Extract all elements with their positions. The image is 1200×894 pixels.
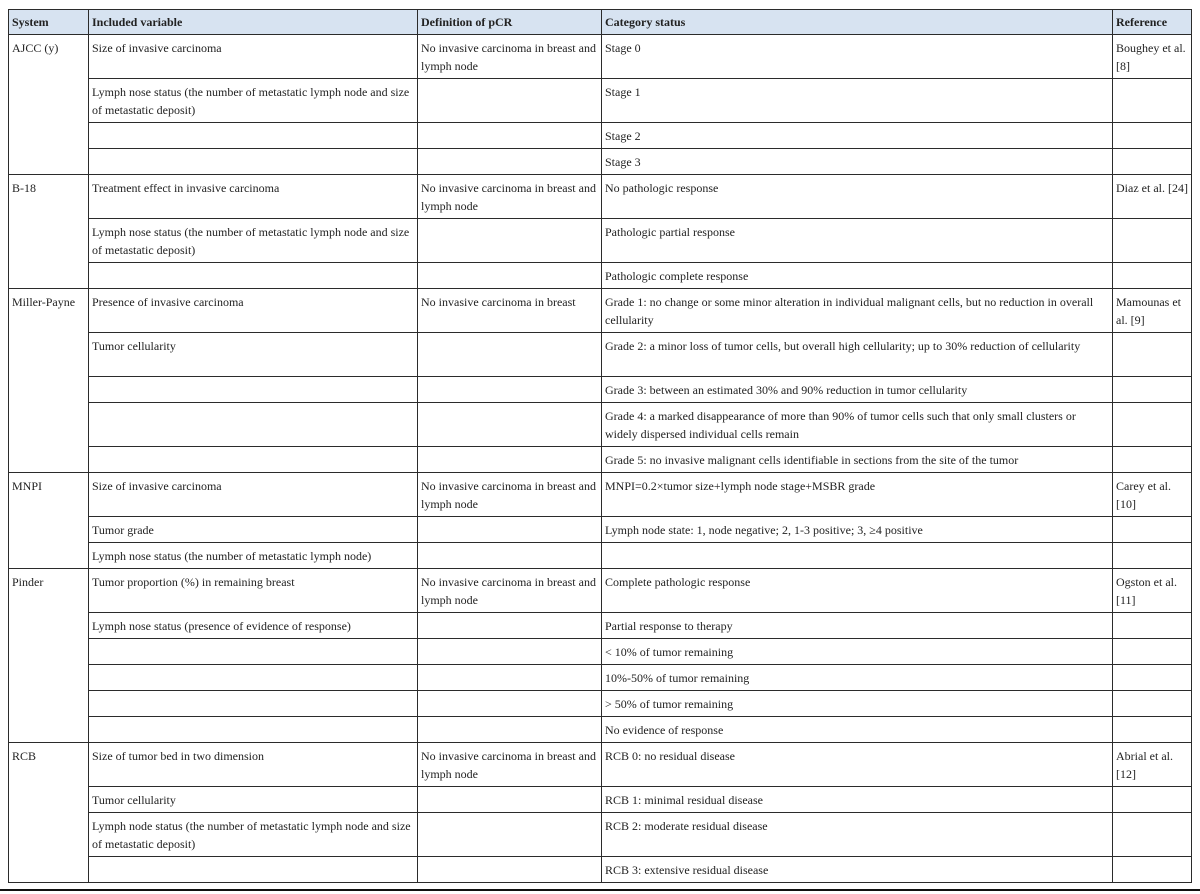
reference-cell: [1113, 787, 1192, 813]
included-variable-cell: [89, 447, 418, 473]
reference-cell: Abrial et al. [12]: [1113, 743, 1192, 787]
reference-cell: [1113, 613, 1192, 639]
category-status-cell: No evidence of response: [602, 717, 1113, 743]
included-variable-cell: Lymph nose status (the number of metastatic lymph node and size of metastatic deposit): [89, 219, 418, 263]
table-row: [9, 333, 1192, 377]
category-status-cell: < 10% of tumor remaining: [602, 639, 1113, 665]
system-cell: AJCC (y): [9, 35, 89, 175]
system-cell: B-18: [9, 175, 89, 289]
table-row: [9, 263, 1192, 289]
table-row: [9, 123, 1192, 149]
table-row: [9, 149, 1192, 175]
reference-cell: [1113, 665, 1192, 691]
pcr-systems-table: [8, 9, 1192, 883]
included-variable-cell: Tumor proportion (%) in remaining breast: [89, 569, 418, 613]
definition-cell: [418, 403, 602, 447]
included-variable-cell: Treatment effect in invasive carcinoma: [89, 175, 418, 219]
included-variable-cell: [89, 403, 418, 447]
included-variable-cell: [89, 639, 418, 665]
system-cell: MNPI: [9, 473, 89, 569]
header-reference: Reference: [1113, 10, 1192, 35]
included-variable-cell: Lymph nose status (the number of metastatic lymph node): [89, 543, 418, 569]
category-status-cell: 10%-50% of tumor remaining: [602, 665, 1113, 691]
definition-cell: [418, 813, 602, 857]
table-row: [9, 717, 1192, 743]
reference-cell: Mamounas et al. [9]: [1113, 289, 1192, 333]
category-status-cell: Grade 1: no change or some minor alteration in individual malignant cells, but no reduction in overall cellularity: [602, 289, 1113, 333]
header-system: System: [9, 10, 89, 35]
definition-cell: [418, 787, 602, 813]
reference-cell: [1113, 857, 1192, 883]
included-variable-cell: Size of tumor bed in two dimension: [89, 743, 418, 787]
table-row: [9, 543, 1192, 569]
category-status-cell: RCB 1: minimal residual disease: [602, 787, 1113, 813]
definition-cell: [418, 263, 602, 289]
definition-cell: No invasive carcinoma in breast: [418, 289, 602, 333]
table-body: [9, 35, 1192, 883]
table-row: [9, 35, 1192, 79]
header-definition-of-pcr: Definition of pCR: [418, 10, 602, 35]
definition-cell: [418, 543, 602, 569]
definition-cell: No invasive carcinoma in breast and lymph node: [418, 175, 602, 219]
reference-cell: [1113, 149, 1192, 175]
reference-cell: [1113, 543, 1192, 569]
included-variable-cell: Size of invasive carcinoma: [89, 35, 418, 79]
definition-cell: [418, 665, 602, 691]
definition-cell: No invasive carcinoma in breast and lymph node: [418, 569, 602, 613]
included-variable-cell: [89, 123, 418, 149]
definition-cell: [418, 447, 602, 473]
included-variable-cell: [89, 857, 418, 883]
reference-cell: [1113, 403, 1192, 447]
table-row: [9, 665, 1192, 691]
category-status-cell: Complete pathologic response: [602, 569, 1113, 613]
category-status-cell: Grade 5: no invasive malignant cells identifiable in sections from the site of the tumor: [602, 447, 1113, 473]
table-row: [9, 377, 1192, 403]
table-row: [9, 289, 1192, 333]
category-status-cell: RCB 3: extensive residual disease: [602, 857, 1113, 883]
included-variable-cell: Tumor cellularity: [89, 333, 418, 377]
table-row: [9, 517, 1192, 543]
table-row: [9, 787, 1192, 813]
included-variable-cell: [89, 377, 418, 403]
category-status-cell: Pathologic complete response: [602, 263, 1113, 289]
category-status-cell: MNPI=0.2×tumor size+lymph node stage+MSBR grade: [602, 473, 1113, 517]
definition-cell: [418, 857, 602, 883]
included-variable-cell: Lymph nose status (the number of metastatic lymph node and size of metastatic deposit): [89, 79, 418, 123]
reference-cell: [1113, 717, 1192, 743]
included-variable-cell: Tumor grade: [89, 517, 418, 543]
table-row: [9, 447, 1192, 473]
definition-cell: [418, 517, 602, 543]
definition-cell: [418, 377, 602, 403]
included-variable-cell: [89, 665, 418, 691]
included-variable-cell: [89, 149, 418, 175]
definition-cell: No invasive carcinoma in breast and lymph node: [418, 35, 602, 79]
category-status-cell: Stage 0: [602, 35, 1113, 79]
bottom-rule: [0, 889, 1200, 891]
header-row: [9, 10, 1192, 35]
table-row: [9, 403, 1192, 447]
definition-cell: [418, 333, 602, 377]
table-row: [9, 691, 1192, 717]
table-header: [9, 10, 1192, 35]
reference-cell: [1113, 447, 1192, 473]
reference-cell: Ogston et al. [11]: [1113, 569, 1192, 613]
category-status-cell: RCB 2: moderate residual disease: [602, 813, 1113, 857]
included-variable-cell: Lymph node status (the number of metastatic lymph node and size of metastatic deposit): [89, 813, 418, 857]
table-row: [9, 79, 1192, 123]
definition-cell: No invasive carcinoma in breast and lymph node: [418, 743, 602, 787]
reference-cell: Carey et al. [10]: [1113, 473, 1192, 517]
category-status-cell: Partial response to therapy: [602, 613, 1113, 639]
table-row: [9, 639, 1192, 665]
definition-cell: [418, 219, 602, 263]
category-status-cell: RCB 0: no residual disease: [602, 743, 1113, 787]
category-status-cell: Stage 1: [602, 79, 1113, 123]
table-row: [9, 175, 1192, 219]
table-row: [9, 219, 1192, 263]
reference-cell: [1113, 639, 1192, 665]
reference-cell: [1113, 333, 1192, 377]
category-status-cell: Grade 3: between an estimated 30% and 90% reduction in tumor cellularity: [602, 377, 1113, 403]
reference-cell: Boughey et al. [8]: [1113, 35, 1192, 79]
table-row: [9, 473, 1192, 517]
definition-cell: [418, 691, 602, 717]
category-status-cell: Pathologic partial response: [602, 219, 1113, 263]
included-variable-cell: Lymph nose status (presence of evidence of response): [89, 613, 418, 639]
category-status-cell: > 50% of tumor remaining: [602, 691, 1113, 717]
table-row: [9, 569, 1192, 613]
table-row: [9, 813, 1192, 857]
header-category-status: Category status: [602, 10, 1113, 35]
included-variable-cell: Size of invasive carcinoma: [89, 473, 418, 517]
reference-cell: Diaz et al. [24]: [1113, 175, 1192, 219]
included-variable-cell: [89, 691, 418, 717]
category-status-cell: Grade 2: a minor loss of tumor cells, but overall high cellularity; up to 30% reduction of cellularity: [602, 333, 1113, 377]
category-status-cell: Grade 4: a marked disappearance of more than 90% of tumor cells such that only small clusters or widely dispersed individual cells remain: [602, 403, 1113, 447]
reference-cell: [1113, 219, 1192, 263]
system-cell: RCB: [9, 743, 89, 883]
included-variable-cell: [89, 263, 418, 289]
reference-cell: [1113, 79, 1192, 123]
table-row: [9, 857, 1192, 883]
definition-cell: No invasive carcinoma in breast and lymph node: [418, 473, 602, 517]
definition-cell: [418, 639, 602, 665]
category-status-cell: Lymph node state: 1, node negative; 2, 1-3 positive; 3, ≥4 positive: [602, 517, 1113, 543]
header-included-variable: Included variable: [89, 10, 418, 35]
included-variable-cell: Tumor cellularity: [89, 787, 418, 813]
reference-cell: [1113, 517, 1192, 543]
category-status-cell: Stage 2: [602, 123, 1113, 149]
definition-cell: [418, 149, 602, 175]
table-row: [9, 613, 1192, 639]
reference-cell: [1113, 123, 1192, 149]
included-variable-cell: Presence of invasive carcinoma: [89, 289, 418, 333]
system-cell: Pinder: [9, 569, 89, 743]
category-status-cell: No pathologic response: [602, 175, 1113, 219]
reference-cell: [1113, 691, 1192, 717]
definition-cell: [418, 79, 602, 123]
reference-cell: [1113, 263, 1192, 289]
category-status-cell: Stage 3: [602, 149, 1113, 175]
category-status-cell: [602, 543, 1113, 569]
table-row: [9, 743, 1192, 787]
definition-cell: [418, 613, 602, 639]
reference-cell: [1113, 377, 1192, 403]
definition-cell: [418, 123, 602, 149]
system-cell: Miller-Payne: [9, 289, 89, 473]
definition-cell: [418, 717, 602, 743]
reference-cell: [1113, 813, 1192, 857]
included-variable-cell: [89, 717, 418, 743]
